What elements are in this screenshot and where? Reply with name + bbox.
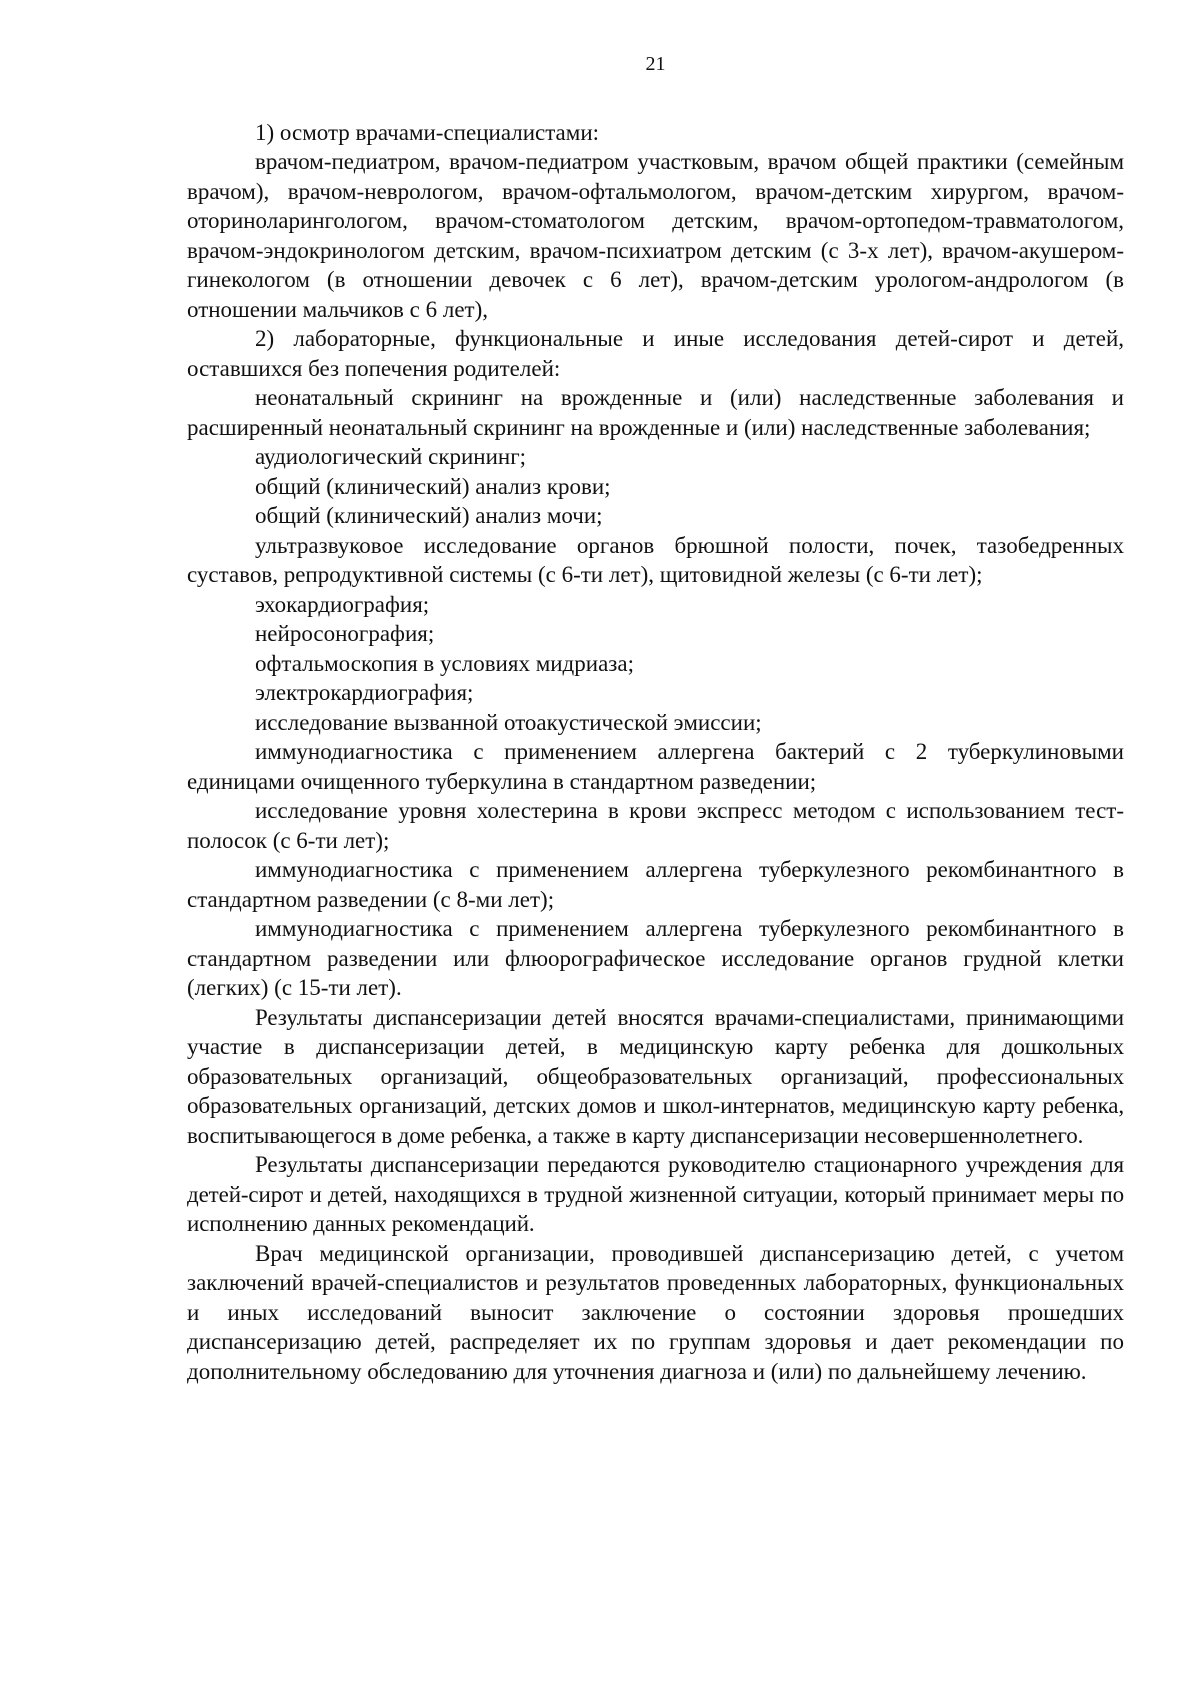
paragraph-18: Результаты диспансеризации детей вносятся врачами-специалистами, принимающими участие в диспансеризации детей, в медицинскую карту ребенка для дошкольных образовательных организаций, общеобразовательных организаций, профессиональных образовательных организаций, детских домов и школ-интернатов, медицинскую карту ребенка, воспитывающегося в доме ребенка, а также в карту диспансеризации несовершеннолетнего. [187,1004,1124,1148]
paragraph-15: исследование уровня холестерина в крови экспресс методом с использованием тест-полосок (с 6-ти лет); [187,798,1124,853]
paragraph-12: электрокардиография; [255,680,474,705]
paragraph-19: Результаты диспансеризации передаются руководителю стационарного учреждения для детей-сирот и детей, находящихся в трудной жизненной ситуации, который принимает меры по исполнению данных рекомендаций. [187,1152,1124,1236]
paragraph-17: иммунодиагностика с применением аллергена туберкулезного рекомбинантного в стандартном разведении или флюорографическое исследование органов грудной клетки (легких) (с 15-ти лет). [187,916,1124,1000]
paragraph-3: 2) лабораторные, функциональные и иные исследования детей-сирот и детей, оставшихся без попечения родителей: [187,326,1124,381]
body-text [187,118,1124,1387]
paragraph-4: неонатальный скрининг на врожденные и (или) наследственные заболевания и расширенный неонатальный скрининг на врожденные и (или) наследственные заболевания; [187,385,1124,440]
paragraph-13: исследование вызванной отоакустической эмиссии; [255,709,762,735]
paragraph-8: ультразвуковое исследование органов брюшной полости, почек, тазобедренных суставов, репродуктивной системы (с 6-ти лет), щитовидной железы (с 6-ти лет); [187,532,1124,587]
paragraph-11: офтальмоскопия в условиях мидриаза; [255,650,634,676]
paragraph-9: эхокардиография; [255,591,430,617]
paragraph-1: 1) осмотр врачами-специалистами: [255,119,600,145]
page-number: 21 [645,53,666,75]
paragraph-6: общий (клинический) анализ крови; [255,473,611,499]
paragraph-5: аудиологический скрининг; [255,444,527,469]
paragraph-2: врачом-педиатром, врачом-педиатром участковым, врачом общей практики (семейным врачом), врачом-неврологом, врачом-офтальмологом, врачом-детским хирургом, врачом-оториноларингологом, врачом-стоматологом детским, врачом-ортопедом-травматологом, врачом-эндокринологом детским, врачом-психиатром детским (с 3-х лет), врачом-акушером-гинекологом (в отношении девочек с 6 лет), врачом-детским урологом-андрологом (в отношении мальчиков с 6 лет), [187,149,1124,322]
paragraph-10: нейросонография; [255,621,435,646]
paragraph-16: иммунодиагностика с применением аллергена туберкулезного рекомбинантного в стандартном разведении (с 8-ми лет); [187,857,1124,912]
paragraph-20: Врач медицинской организации, проводившей диспансеризацию детей, с учетом заключений врачей-специалистов и результатов проведенных лабораторных, функциональных и иных исследований выносит заключение о состоянии здоровья прошедших диспансеризацию детей, распределяет их по группам здоровья и дает рекомендации по дополнительному обследованию для уточнения диагноза и (или) по дальнейшему лечению. [187,1240,1124,1384]
paragraph-7: общий (клинический) анализ мочи; [255,503,603,528]
paragraph-14: иммунодиагностика с применением аллергена бактерий с 2 туберкулиновыми единицами очищенного туберкулина в стандартном разведении; [187,739,1124,794]
